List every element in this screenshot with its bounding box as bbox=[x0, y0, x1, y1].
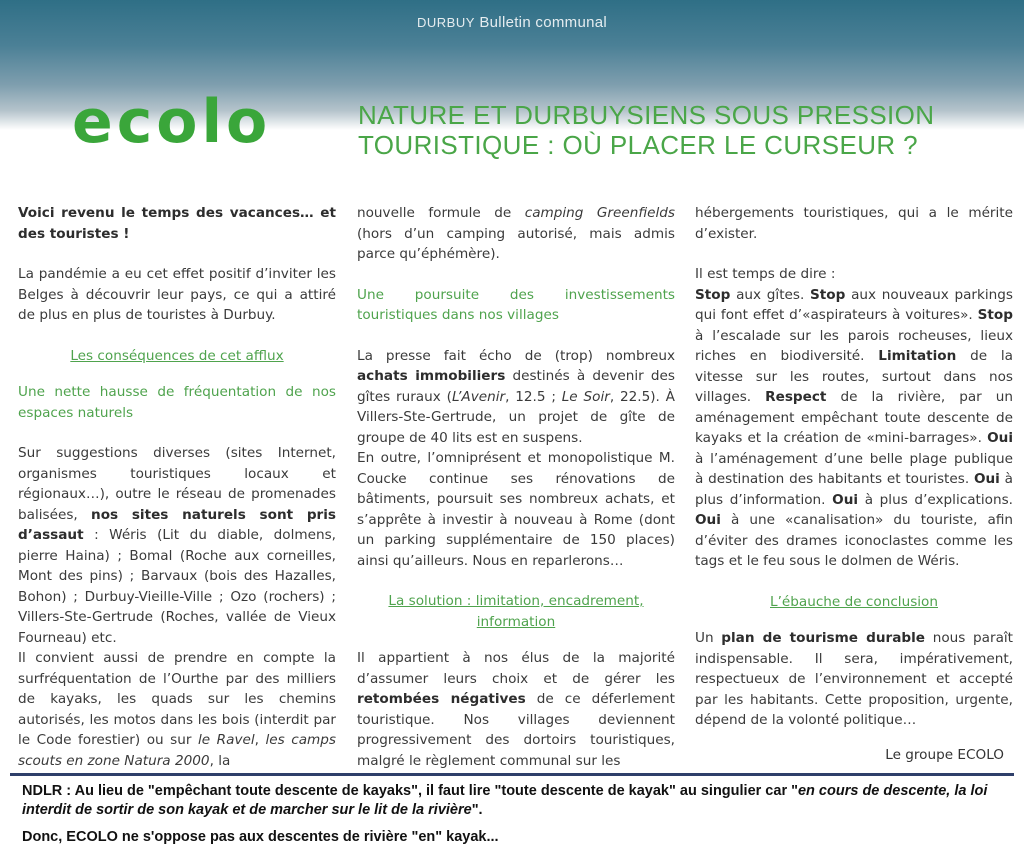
text: de ce déferlement touristique. Nos villages deviennent progressivement des dortoirs touristiques, malgré le règlement communal sur les bbox=[357, 691, 675, 769]
bold-text: Limitation bbox=[878, 348, 957, 364]
paragraph: En outre, l’omniprésent et monopolistique M. Coucke continue ses rénovations de bâtiments, poursuit ses nombreux achats, et s’apprête à investir à nouveau à Rome (dont un parking supplémentaire de 150 places) ainsi qu’ailleurs. Nous en reparlerons… bbox=[357, 450, 675, 569]
subheading-solution: La solution : limitation, encadrement, information bbox=[388, 593, 644, 630]
headline-line-1: NATURE ET DURBUYSIENS SOUS PRESSION bbox=[358, 100, 935, 130]
italic-text: Le Soir bbox=[561, 388, 610, 405]
text: à plus d’information. bbox=[695, 471, 1013, 508]
intro-text: Voici revenu le temps des vacances… et des touristes ! bbox=[18, 205, 336, 242]
bold-text: nos sites naturels sont pris d’assaut bbox=[18, 506, 337, 543]
text: aux nouveaux parkings qui font effet d’«aspirateurs à voitures». bbox=[695, 286, 1013, 323]
text: , 12.5 ; bbox=[505, 388, 562, 405]
text: destinés à devenir des gîtes ruraux ( bbox=[357, 368, 675, 405]
bold-text: Oui bbox=[987, 430, 1013, 446]
bold-text: Stop bbox=[810, 286, 846, 303]
article-column-1 bbox=[18, 203, 336, 771]
text: Il est temps de dire : bbox=[695, 266, 836, 282]
text: ". bbox=[471, 802, 483, 818]
text: de la vitesse sur les routes, surtout dans nos villages. bbox=[695, 348, 1014, 405]
editor-note-line-2: Donc, ECOLO ne s'oppose pas aux descentes de rivière "en" kayak... bbox=[22, 829, 499, 845]
bold-text: Oui bbox=[832, 491, 859, 508]
article-column-3 bbox=[695, 203, 1013, 731]
bulletin-name: Bulletin communal bbox=[479, 14, 608, 31]
text: de la rivière, par un aménagement empêchant toute descente de kayaks et la création de «mini-barrages». bbox=[695, 389, 1014, 446]
text: nouvelle formule de bbox=[357, 205, 525, 221]
text: Un bbox=[695, 630, 722, 646]
headline-line-2: TOURISTIQUE : OÙ PLACER LE CURSEUR ? bbox=[358, 130, 919, 160]
italic-text: en cours de descente, la loi interdit de sortir de son kayak et de marcher sur le lit de la rivière bbox=[22, 783, 988, 818]
text: (hors d’un camping autorisé, mais admis parce qu’éphémère). bbox=[357, 225, 675, 262]
paragraph bbox=[357, 203, 675, 265]
text: Il convient aussi de prendre en compte la surfréquentation de l’Ourthe par des milliers de kayaks, les quads sur les chemins autorisés, les motos dans les bois (interdit par le Code forestier) ou sur bbox=[18, 650, 336, 748]
text: à une «canalisation» du touriste, afin d’éviter des drames iconoclastes comme les tags et le feu sous le dolmen de Wéris. bbox=[695, 512, 1013, 569]
italic-text: L’Avenir bbox=[451, 388, 506, 405]
editor-note bbox=[22, 782, 1012, 855]
text: à l’escalade sur les parois rocheuses, lieux riches en biodiversité. bbox=[695, 327, 1013, 364]
article-headline bbox=[358, 100, 1018, 160]
bold-text: Respect bbox=[765, 389, 827, 405]
article-column-2 bbox=[357, 203, 675, 771]
text: Sur suggestions diverses (sites Internet, organismes touristiques locaux et régionaux…), outre le réseau de promenades balisées, bbox=[18, 445, 336, 523]
divider-rule bbox=[10, 773, 1014, 776]
italic-text: le Ravel bbox=[198, 732, 255, 748]
paragraph: La pandémie a eu cet effet positif d’inviter les Belges à découvrir leur pays, ce qui a attiré de plus en plus de touristes à Durbuy. bbox=[18, 266, 336, 323]
bold-text: Stop bbox=[977, 307, 1013, 323]
bold-text: Stop bbox=[695, 286, 731, 303]
text: NDLR : Au lieu de "empêchant toute descente de kayaks", il faut lire "toute descente de kayak" au singulier car " bbox=[22, 783, 798, 799]
italic-text: les camps scouts en zone Natura 2000 bbox=[18, 732, 337, 769]
subheading-conclusion: L’ébauche de conclusion bbox=[770, 593, 938, 610]
bold-text: achats immobiliers bbox=[357, 368, 506, 384]
text: à l’aménagement d’une belle plage publique à destination des habitants et touristes. bbox=[695, 450, 1013, 487]
bold-text: Oui bbox=[973, 471, 1000, 487]
bold-text: plan de tourisme durable bbox=[721, 630, 926, 646]
text: Il appartient à nos élus de la majorité d’assumer leurs choix et de gérer les bbox=[357, 650, 675, 687]
paragraph bbox=[18, 648, 336, 771]
editor-note-line-1 bbox=[22, 782, 1012, 820]
paragraph bbox=[357, 648, 675, 771]
text: La presse fait écho de (trop) nombreux bbox=[357, 347, 675, 364]
italic-text: camping Greenfields bbox=[524, 205, 675, 221]
paragraph bbox=[695, 628, 1013, 731]
subheading-consequences: Les conséquences de cet afflux bbox=[70, 347, 284, 364]
section-heading-investissements: Une poursuite des investissements touristiques dans nos villages bbox=[357, 286, 675, 323]
demands-paragraph bbox=[695, 264, 1013, 572]
paragraph bbox=[18, 443, 336, 648]
bold-text: retombées négatives bbox=[357, 691, 526, 707]
intro-paragraph bbox=[18, 203, 336, 244]
ecolo-logo: ecolo bbox=[72, 87, 272, 157]
text: nous paraît indispensable. Il sera, impérativement, respectueux de l’environnement et accepté par les habitants. Cette proposition, urgente, dépend de la volonté politique… bbox=[695, 630, 1014, 728]
bulletin-title bbox=[0, 14, 1024, 31]
text: , 22.5). À Villers-Ste-Gertrude, un projet de gîte de groupe de 40 lits est en suspens. bbox=[357, 388, 675, 446]
paragraph bbox=[357, 346, 675, 449]
text: aux gîtes. bbox=[730, 286, 811, 303]
text: , la bbox=[209, 752, 231, 769]
bold-text: Oui bbox=[695, 512, 721, 528]
paragraph: hébergements touristiques, qui a le mérite d’exister. bbox=[695, 205, 1013, 242]
signature: Le groupe ECOLO bbox=[885, 747, 1004, 763]
text: , bbox=[254, 732, 266, 748]
bulletin-prefix: DURBUY bbox=[416, 15, 475, 30]
section-heading-hausse: Une nette hausse de fréquentation de nos espaces naturels bbox=[18, 384, 336, 421]
text: à plus d’explications. bbox=[858, 491, 1013, 508]
text: : Wéris (Lit du diable, dolmens, pierre Haina) ; Bomal (Roche aux corneilles, Mont des pins) ; Barvaux (bois des Hazalles, Bohon) ; Durbuy-Vieille-Ville ; Ozo (rochers) ; Villers-Ste-Gertrude (Roches, vallée de Vieux Fourneau) etc. bbox=[18, 527, 336, 646]
